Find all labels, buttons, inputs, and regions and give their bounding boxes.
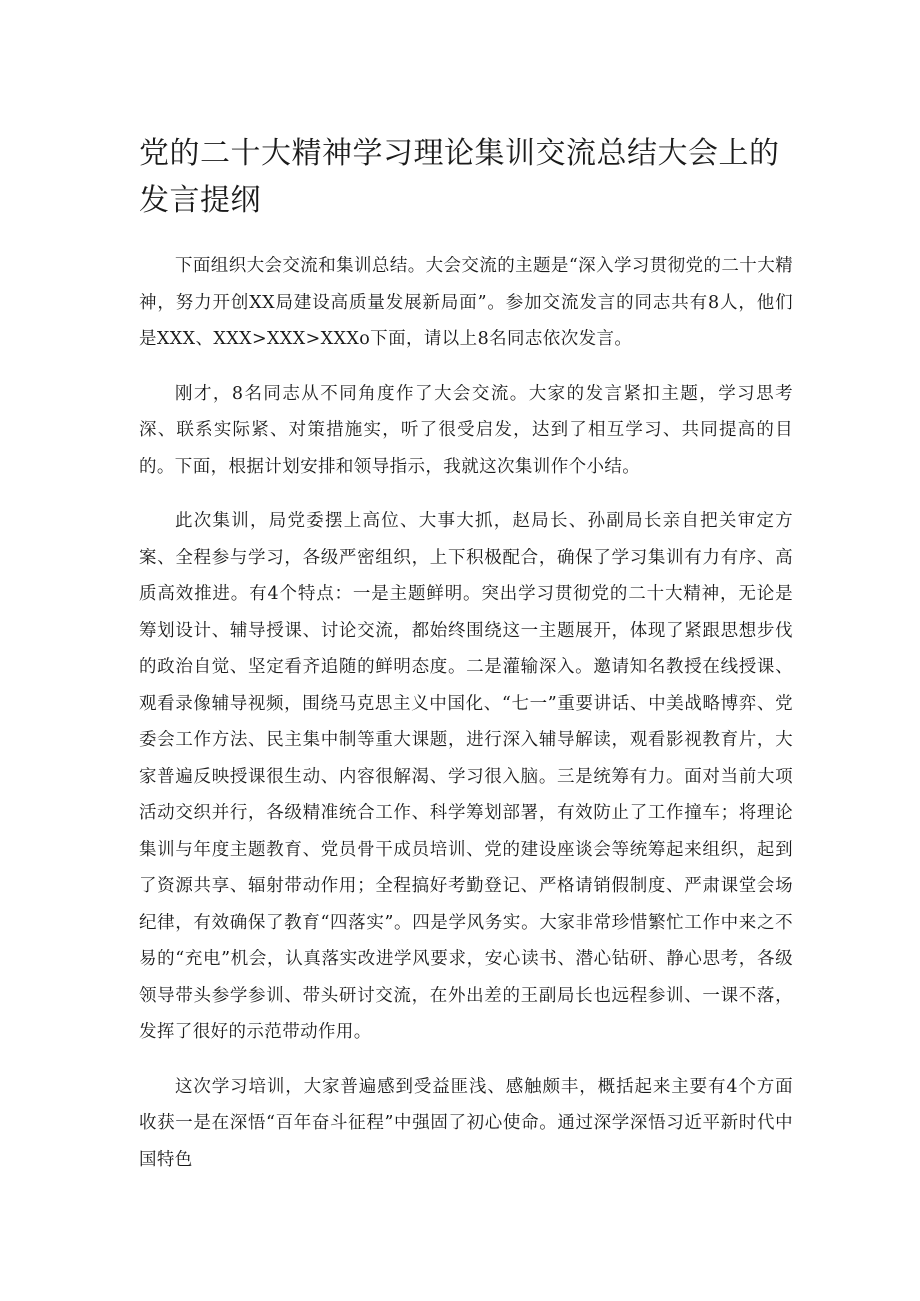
paragraph-gains: 这次学习培训，大家普遍感到受益匪浅、感触颇丰，概括起来主要有4个方面收获一是在深悟“百年奋斗征程”中强固了初心使命。通过深学深悟习近平新时代中国特色 (139, 1076, 793, 1170)
paragraph-exchange-summary: 刚才，8名同志从不同角度作了大会交流。大家的发言紧扣主题，学习思考深、联系实际紧、对策措施实，听了很受启发，达到了相互学习、共同提高的目的。下面，根据计划安排和领导指示，我就这次集训作个小结。 (139, 383, 793, 477)
document-title: 党的二十大精神学习理论集训交流总结大会上的发言提纲 (139, 136, 780, 218)
document-body (139, 248, 793, 1196)
paragraph-training-features: 此次集训，局党委摆上高位、大事大抓，赵局长、孙副局长亲自把关审定方案、全程参与学习，各级严密组织，上下积极配合，确保了学习集训有力有序、高质高效推进。有4个特点：一是主题鲜明。突出学习贯彻党的二十大精神，无论是筹划设计、辅导授课、讨论交流，都始终围绕这一主题展开，体现了紧跟思想步伐的政治自觉、坚定看齐追随的鲜明态度。二是灌输深入。邀请知名教授在线授课、观看录像辅导视频，围绕马克思主义中国化、“七一”重要讲话、中美战略博弈、党委会工作方法、民主集中制等重大课题，进行深入辅导解读，观看影视教育片，大家普遍反映授课很生动、内容很解渴、学习很入脑。三是统筹有力。面对当前大项活动交织并行，各级精准统合工作、科学筹划部署，有效防止了工作撞车；将理论集训与年度主题教育、党员骨干成员培训、党的建设座谈会等统筹起来组织，起到了资源共享、辐射带动作用；全程搞好考勤登记、严格请销假制度、严肃课堂会场纪律，有效确保了教育“四落实”。四是学风务实。大家非常珍惜繁忙工作中来之不易的“充电”机会，认真落实改进学风要求，安心读书、潜心钻研、静心思考，各级领导带头参学参训、带头研讨交流，在外出差的王副局长也远程参训、一课不落，发挥了很好的示范带动作用。 (139, 511, 793, 1042)
paragraph-intro: 下面组织大会交流和集训总结。大会交流的主题是“深入学习贯彻党的二十大精神，努力开创XX局建设高质量发展新局面”。参加交流发言的同志共有8人，他们是XXX、XXX>XXX>XXXo下面，请以上8名同志依次发言。 (139, 256, 793, 349)
